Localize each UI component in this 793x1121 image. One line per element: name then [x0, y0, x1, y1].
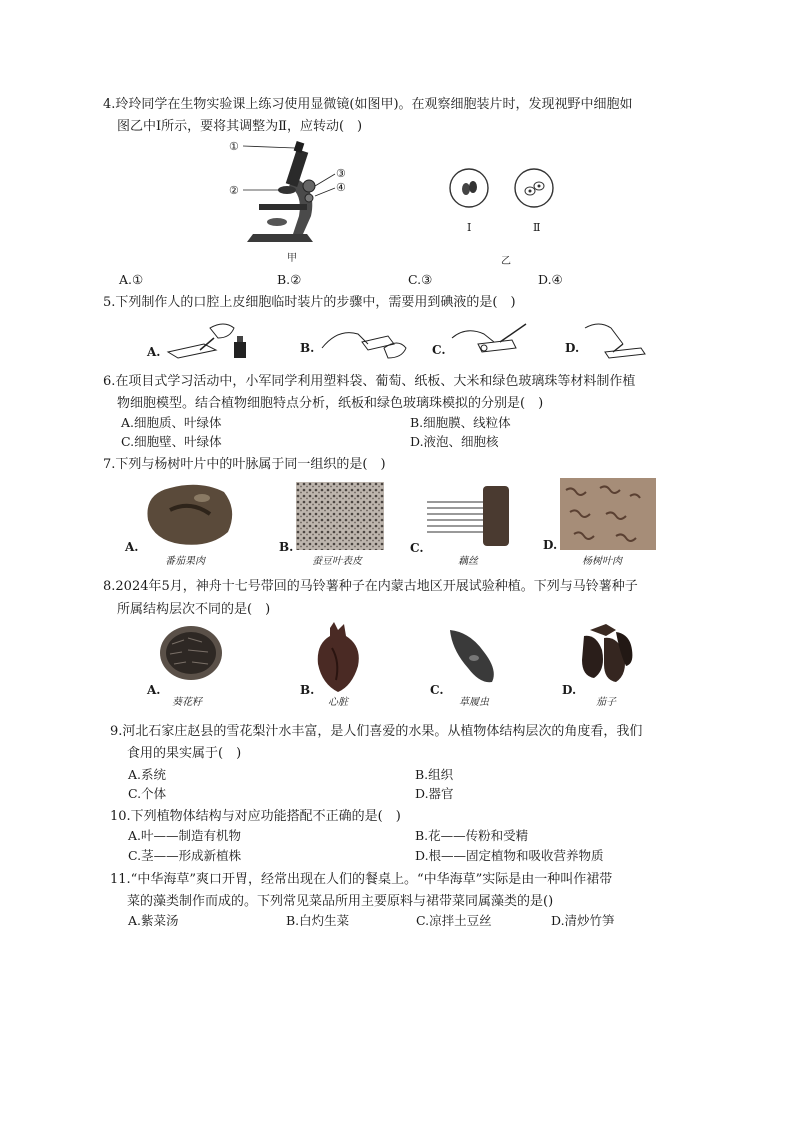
q8-stem-line2: 所属结构层次不同的是( ) [117, 602, 271, 617]
marker-1: ① [229, 140, 239, 153]
view-2-figure [512, 165, 556, 211]
q5-option-a-figure[interactable] [164, 318, 252, 362]
q9-option-a[interactable]: A.系统 [128, 767, 167, 782]
heart-figure[interactable] [312, 622, 366, 694]
q8-stem-line1: 8.2024年5月，神舟十七号带回的马铃薯种子在内蒙古地区开展试验种植。下列与马铃薯种子 [103, 579, 638, 594]
q10-option-c[interactable]: C.茎——形成新植株 [128, 848, 242, 863]
q8-caption-c: 草履虫 [459, 697, 489, 708]
q10-option-a[interactable]: A.叶——制造有机物 [128, 828, 242, 843]
q5-option-b-label[interactable]: B. [300, 341, 315, 355]
q5-option-d-label[interactable]: D. [565, 341, 580, 355]
tomato-flesh-figure[interactable] [140, 480, 240, 550]
q6-option-a[interactable]: A.细胞质、叶绿体 [121, 415, 222, 430]
q5-stem: 5.下列制作人的口腔上皮细胞临时装片的步骤中，需要用到碘液的是( ) [103, 295, 516, 310]
q5-option-a-label[interactable]: A. [147, 345, 161, 359]
view-2-label: Ⅱ [533, 221, 541, 234]
q10-option-b[interactable]: B.花——传粉和受精 [415, 828, 529, 843]
sunflower-seeds-figure[interactable] [158, 624, 224, 682]
q7-caption-a: 番茄果肉 [165, 556, 205, 567]
q4-stem-line2: 图乙中Ⅰ所示，要将其调整为Ⅱ，应转动( ) [117, 119, 363, 134]
q4-option-a[interactable]: A.① [119, 272, 144, 287]
q4-stem-line1: 4.玲玲同学在生物实验课上练习使用显微镜(如图甲)。在观察细胞装片时，发现视野中细胞如 [103, 97, 633, 112]
q5-option-c-figure[interactable] [450, 318, 532, 362]
q6-option-c[interactable]: C.细胞壁、叶绿体 [121, 434, 222, 449]
marker-3: ③ [336, 167, 346, 180]
q11-option-d[interactable]: D.清炒竹笋 [551, 913, 615, 928]
q8-caption-a: 葵花籽 [172, 697, 202, 708]
paramecium-figure[interactable] [440, 622, 506, 686]
q9-option-b[interactable]: B.组织 [415, 767, 454, 782]
q11-stem-line1: 11.“中华海草”爽口开胃，经常出现在人们的餐桌上。“中华海草”实际是由一种叫作裙带 [110, 872, 613, 887]
q7-option-b-label[interactable]: B. [279, 540, 294, 554]
q6-stem-line2: 物细胞模型。结合植物细胞特点分析，纸板和绿色玻璃珠模拟的分别是( ) [117, 396, 544, 411]
q7-option-a-label[interactable]: A. [125, 540, 139, 554]
fig-yi-label: 乙 [501, 256, 511, 267]
poplar-leaf-mesophyll-figure[interactable] [560, 478, 656, 550]
q10-option-d[interactable]: D.根——固定植物和吸收营养物质 [415, 848, 604, 863]
q8-option-c-label[interactable]: C. [430, 683, 444, 697]
q11-option-b[interactable]: B.白灼生菜 [286, 913, 350, 928]
q8-option-a-label[interactable]: A. [147, 683, 161, 697]
q5-option-b-figure[interactable] [318, 318, 408, 362]
q5-option-c-label[interactable]: C. [432, 343, 446, 357]
q7-option-c-label[interactable]: C. [410, 541, 424, 555]
q6-stem-line1: 6.在项目式学习活动中，小军同学利用塑料袋、葡萄、纸板、大米和绿色玻璃珠等材料制作植 [103, 374, 636, 389]
marker-2: ② [229, 184, 239, 197]
q8-option-b-label[interactable]: B. [300, 683, 315, 697]
q4-option-d[interactable]: D.④ [538, 272, 563, 287]
q11-option-a[interactable]: A.紫菜汤 [128, 913, 179, 928]
view-1-figure [448, 165, 490, 211]
q7-caption-d: 杨树叶肉 [582, 556, 622, 567]
q9-option-d[interactable]: D.器官 [415, 786, 454, 801]
q10-stem: 10.下列植物体结构与对应功能搭配不正确的是( ) [110, 809, 401, 824]
q9-stem-line1: 9.河北石家庄赵县的雪花梨汁水丰富，是人们喜爱的水果。从植物体结构层次的角度看，我们 [110, 724, 643, 739]
view-1-label: Ⅰ [467, 221, 472, 234]
q8-caption-d: 茄子 [596, 697, 616, 708]
q7-stem: 7.下列与杨树叶片中的叶脉属于同一组织的是( ) [103, 457, 386, 472]
q6-option-d[interactable]: D.液泡、细胞核 [410, 434, 499, 449]
microscope-figure [225, 138, 360, 250]
broad-bean-epidermis-figure[interactable] [296, 482, 384, 550]
q8-caption-b: 心脏 [328, 697, 348, 708]
q11-stem-line2: 菜的藻类制作而成的。下列常见菜品所用主要原料与裙带菜同属藻类的是() [127, 894, 554, 909]
q5-option-d-figure[interactable] [583, 318, 649, 362]
q11-option-c[interactable]: C.凉拌土豆丝 [416, 913, 492, 928]
q7-caption-b: 蚕豆叶表皮 [312, 556, 362, 567]
q9-option-c[interactable]: C.个体 [128, 786, 167, 801]
q9-stem-line2: 食用的果实属于( ) [127, 746, 242, 761]
marker-4: ④ [336, 181, 346, 194]
q7-caption-c: 藕丝 [458, 556, 478, 567]
eggplant-figure[interactable] [576, 620, 636, 686]
q4-option-c[interactable]: C.③ [408, 272, 433, 287]
q7-option-d-label[interactable]: D. [543, 538, 558, 552]
q4-option-b[interactable]: B.② [277, 272, 302, 287]
q6-option-b[interactable]: B.细胞膜、线粒体 [410, 415, 511, 430]
fig-jia-label: 甲 [287, 253, 297, 264]
lotus-root-fiber-figure[interactable] [427, 482, 515, 550]
q8-option-d-label[interactable]: D. [562, 683, 577, 697]
